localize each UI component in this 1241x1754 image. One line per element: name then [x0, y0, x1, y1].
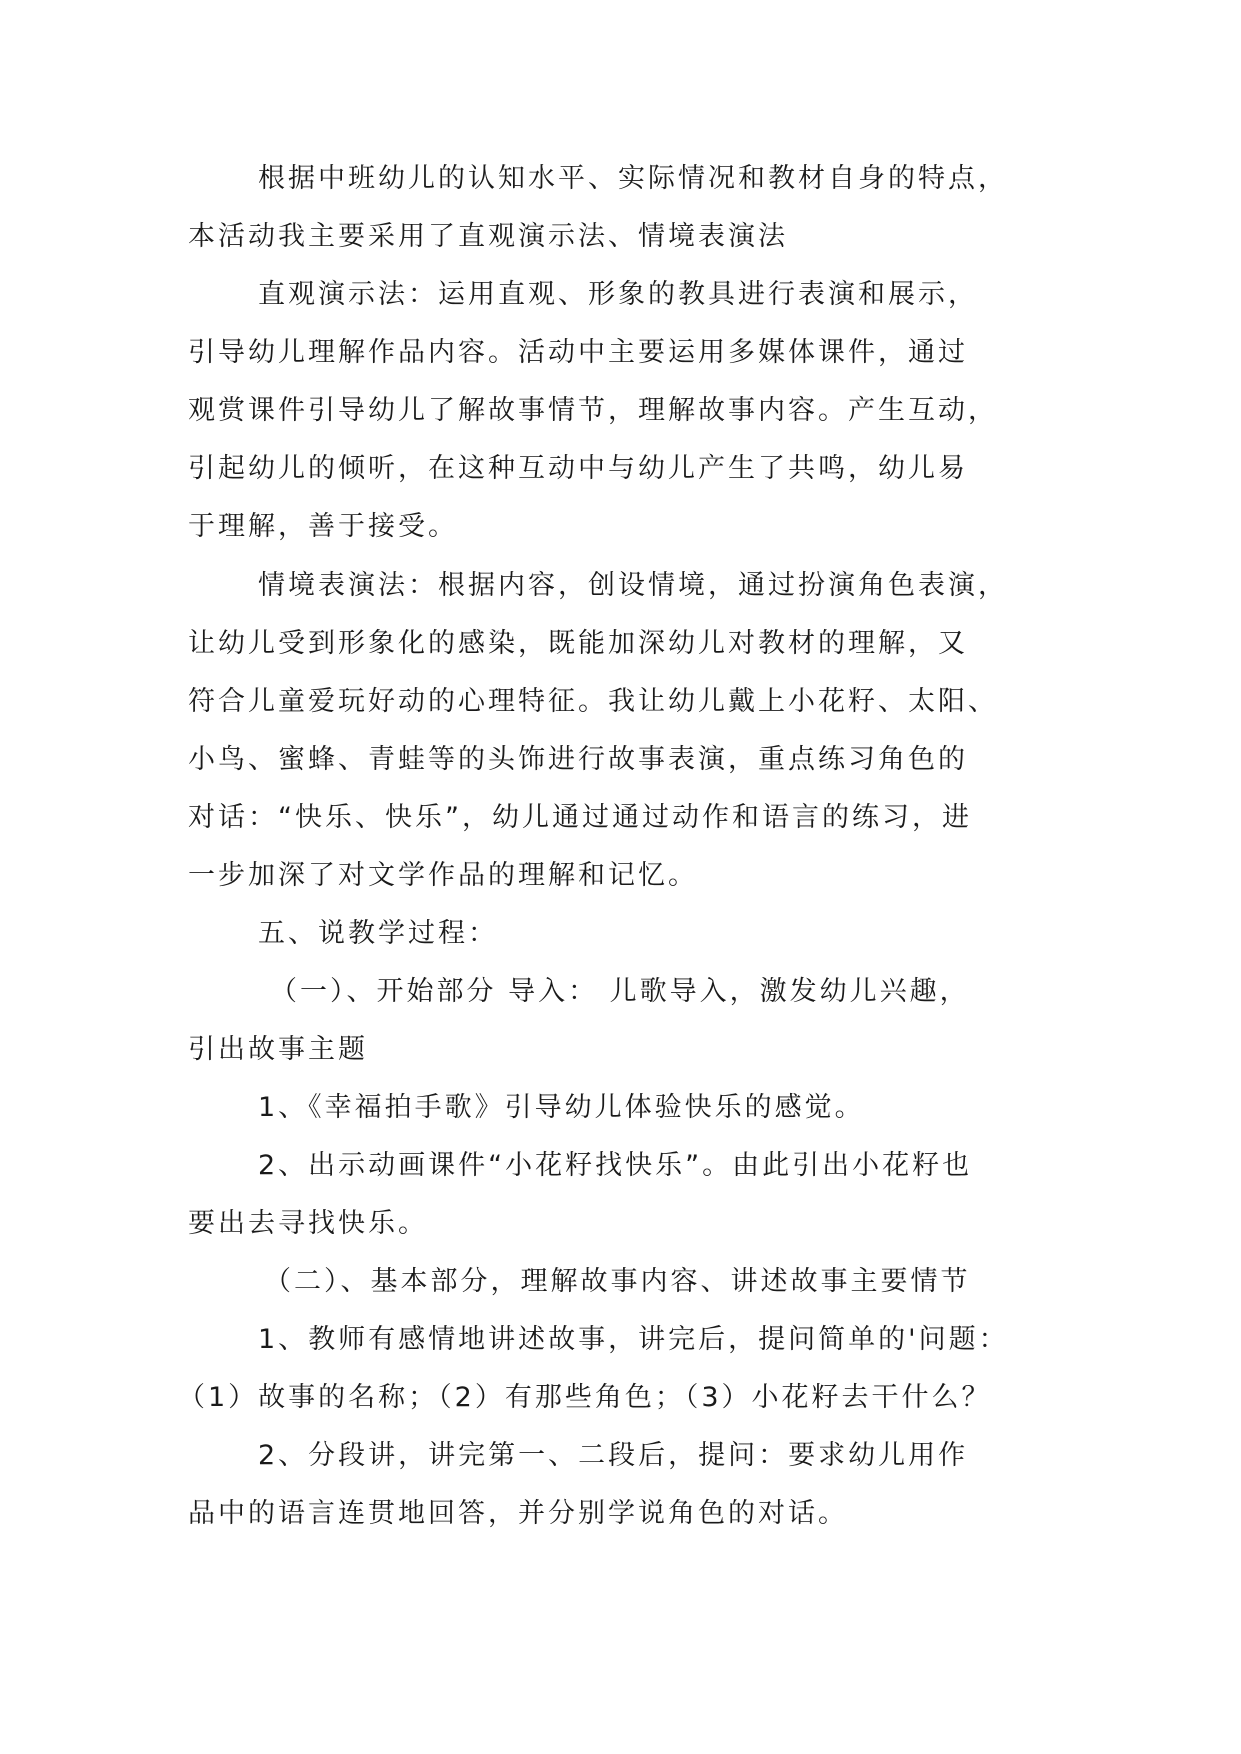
text-line: 五、说教学过程： — [258, 918, 498, 949]
list-item-animation-courseware — [188, 1137, 1068, 1253]
paragraph-situational-performance-method — [188, 557, 1068, 905]
list-item-segment-telling — [188, 1427, 1068, 1543]
text-line: 一步加深了对文学作品的理解和记忆。 — [188, 860, 698, 891]
paragraph-teaching-methods-intro — [188, 150, 1068, 266]
text-line: 本活动我主要采用了直观演示法、情境表演法 — [188, 221, 788, 252]
text-line: 根据中班幼儿的认知水平、实际情况和教材自身的特点， — [258, 163, 1008, 194]
paragraph-demonstration-method — [188, 266, 1068, 556]
text-line: （1）故事的名称；（2）有那些角色；（3）小花籽去干什么？ — [178, 1382, 992, 1413]
text-line: 对话：“快乐、快乐”，幼儿通过通过动作和语言的练习，进 — [188, 802, 972, 833]
text-line: 2、分段讲，讲完第一、二段后，提问：要求幼儿用作 — [258, 1440, 969, 1471]
subsection-basic-part — [188, 1253, 1068, 1311]
text-line: （二）、基本部分，理解故事内容、讲述故事主要情节 — [264, 1266, 971, 1297]
text-line: 1、《幸福拍手歌》引导幼儿体验快乐的感觉。 — [258, 1092, 865, 1123]
text-line: 让幼儿受到形象化的感染，既能加深幼儿对教材的理解，又 — [188, 628, 968, 659]
text-line: 直观演示法：运用直观、形象的教具进行表演和展示， — [258, 279, 978, 310]
text-line: 引起幼儿的倾听，在这种互动中与幼儿产生了共鸣，幼儿易 — [188, 453, 968, 484]
list-item-teacher-storytelling — [178, 1311, 1068, 1427]
text-line: 小鸟、蜜蜂、青蛙等的头饰进行故事表演，重点练习角色的 — [188, 744, 968, 775]
text-line: 引导幼儿理解作品内容。活动中主要运用多媒体课件，通过 — [188, 337, 968, 368]
text-line: 2、出示动画课件“小花籽找快乐”。由此引出小花籽也 — [258, 1150, 973, 1181]
text-line: 观赏课件引导幼儿了解故事情节，理解故事内容。产生互动， — [188, 395, 998, 426]
text-line: 要出去寻找快乐。 — [188, 1208, 428, 1239]
text-line: 符合儿童爱玩好动的心理特征。我让幼儿戴上小花籽、太阳、 — [188, 686, 998, 717]
subsection-opening-part — [188, 963, 1068, 1079]
text-line: 1、教师有感情地讲述故事，讲完后，提问简单的'问题： — [258, 1324, 1009, 1355]
text-line: 于理解，善于接受。 — [188, 511, 458, 542]
text-line: 品中的语言连贯地回答，并分别学说角色的对话。 — [188, 1498, 848, 1529]
text-line: （一）、开始部分 导入： 儿歌导入，激发幼儿兴趣， — [270, 976, 970, 1007]
section-heading-teaching-process — [188, 905, 1068, 963]
list-item-clapping-song — [188, 1079, 1068, 1137]
text-line: 情境表演法：根据内容，创设情境，通过扮演角色表演， — [258, 570, 1008, 601]
text-line: 引出故事主题 — [188, 1034, 368, 1065]
